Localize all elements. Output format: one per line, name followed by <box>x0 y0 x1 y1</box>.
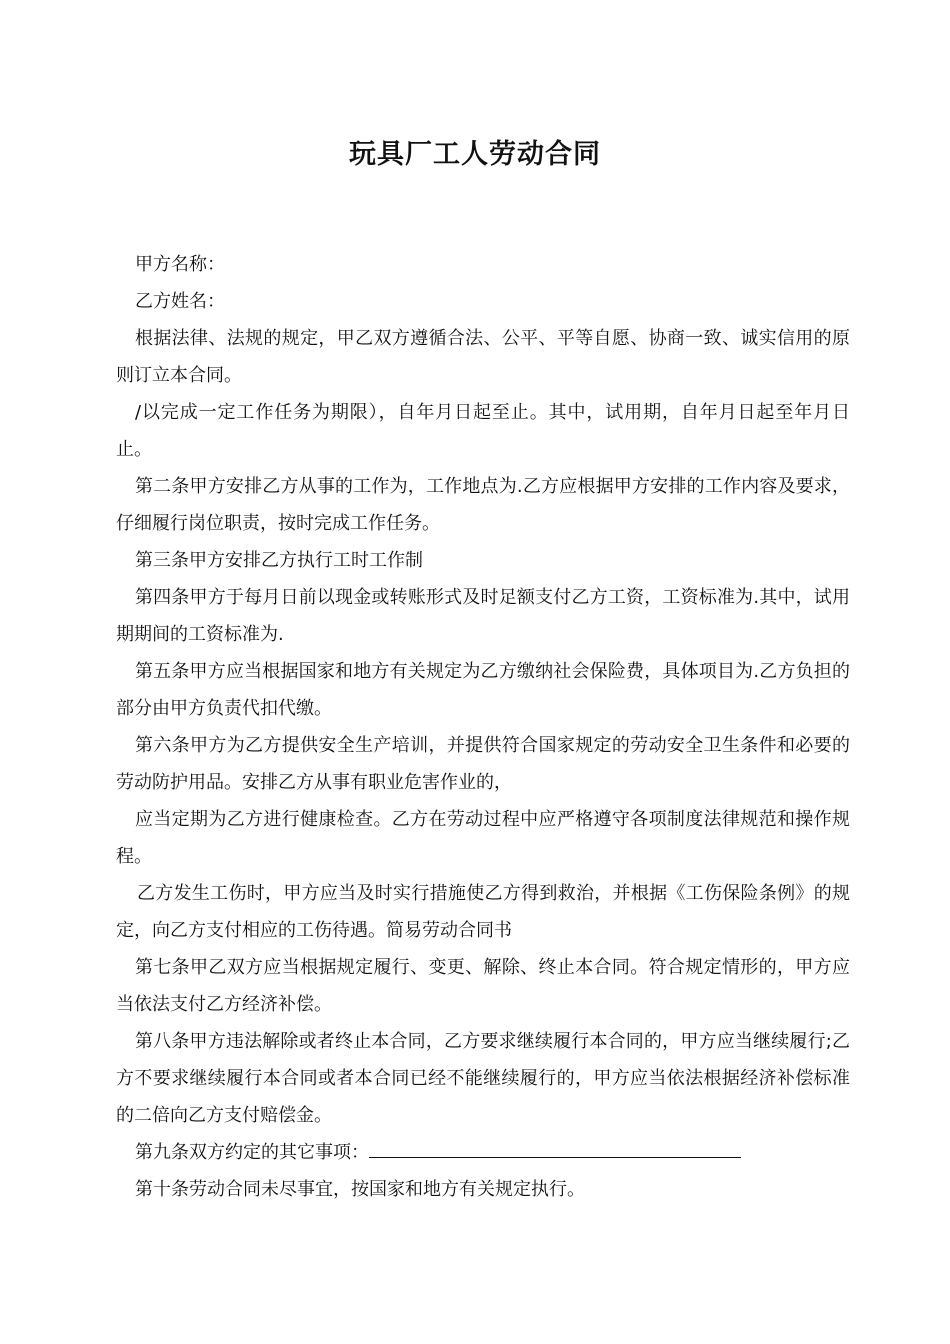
clause-7-paragraph: 第七条甲乙双方应当根据规定履行、变更、解除、终止本合同。符合规定情形的，甲方应当依法支付乙方经济补偿。 <box>116 957 850 1015</box>
clause-2-paragraph: 第二条甲方安排乙方从事的工作为，工作地点为.乙方应根据甲方安排的工作内容及要求，仔细履行岗位职责，按时完成工作任务。 <box>116 476 850 534</box>
clause-4-paragraph: 第四条甲方于每月日前以现金或转账形式及时足额支付乙方工资，工资标准为.其中，试用期期间的工资标准为. <box>116 587 850 645</box>
health-check-paragraph: 应当定期为乙方进行健康检查。乙方在劳动过程中应严格遵守各项制度法律规范和操作规程。 <box>116 809 850 867</box>
work-injury-paragraph: 乙方发生工伤时，甲方应当及时实行措施使乙方得到救治，并根据《工伤保险条例》的规定，向乙方支付相应的工伤待遇。简易劳动合同书 <box>116 883 850 941</box>
party-a-name-line: 甲方名称： <box>135 254 225 275</box>
term-paragraph: /以完成一定工作任务为期限），自年月日起至止。其中，试用期，自年月日起至年月日止。 <box>116 402 850 460</box>
clause-8-paragraph: 第八条甲方违法解除或者终止本合同，乙方要求继续履行本合同的，甲方应当继续履行;乙方不要求继续履行本合同或者本合同已经不能继续履行的，甲方应当依法根据经济补偿标准的二倍向乙方支付赔偿金。 <box>116 1031 850 1126</box>
preamble-paragraph: 根据法律、法规的规定，甲乙双方遵循合法、公平、平等自愿、协商一致、诚实信用的原则订立本合同。 <box>116 328 850 386</box>
clause-3-paragraph: 第三条甲方安排乙方执行工时工作制 <box>135 550 423 571</box>
document-title: 玩具厂工人劳动合同 <box>349 139 601 170</box>
clause-9-blank-line <box>369 1139 741 1158</box>
contract-body <box>116 246 850 1208</box>
clause-6-paragraph: 第六条甲方为乙方提供安全生产培训，并提供符合国家规定的劳动安全卫生条件和必要的劳动防护用品。安排乙方从事有职业危害作业的， <box>116 735 850 793</box>
clause-9-paragraph <box>116 1134 850 1171</box>
clause-9-label: 第九条双方约定的其它事项： <box>135 1142 369 1163</box>
clause-5-paragraph: 第五条甲方应当根据国家和地方有关规定为乙方缴纳社会保险费，具体项目为.乙方负担的部分由甲方负责代扣代缴。 <box>116 661 850 719</box>
party-b-name-line: 乙方姓名： <box>135 291 225 312</box>
clause-10-paragraph: 第十条劳动合同未尽事宜，按国家和地方有关规定执行。 <box>135 1179 585 1200</box>
